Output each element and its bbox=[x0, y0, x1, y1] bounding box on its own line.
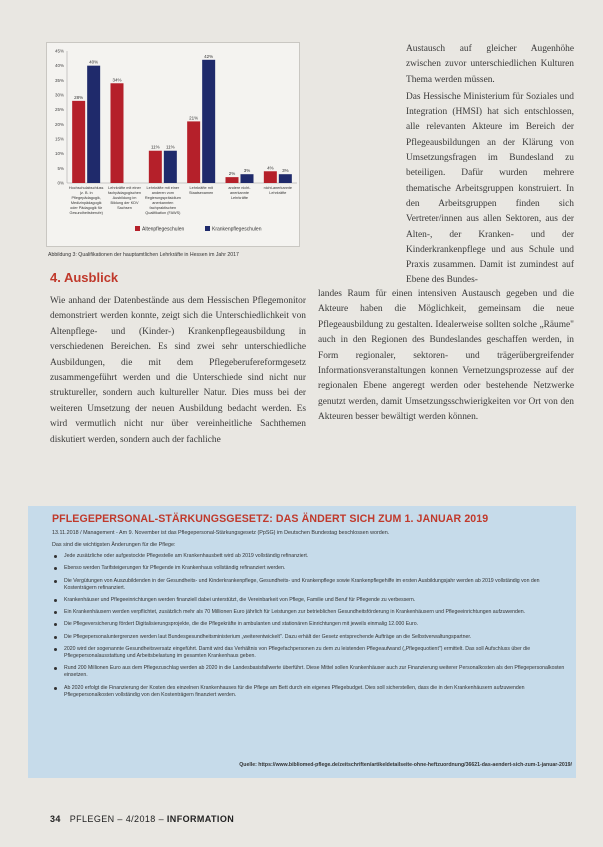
chart-bar bbox=[241, 174, 254, 183]
chart-bar bbox=[111, 83, 124, 183]
x-tick-label: Lehrkräfte mit einer bbox=[108, 186, 141, 190]
list-item: 2020 wird der sogenannte Gesundheitsversatz eingeführt. Damit wird das Verhältnis von Pflegefachpersonen zu dem zu leistenden Pflegeaufwand („Pflegequotient") ermittelt. Das soll Aufschluss über die Pflegepersonalausstattung und Arbeitsbelastung im gesamten Krankenhaus geben. bbox=[52, 646, 572, 660]
data-label: 40% bbox=[89, 59, 99, 65]
data-label: 3% bbox=[282, 168, 289, 174]
chart-bar bbox=[279, 174, 292, 183]
right-paragraph: Austausch auf gleicher Augenhöhe zwischen zuvor unterschiedlichen Kulturen Thema werden müssen. bbox=[406, 44, 574, 85]
chart-bar bbox=[72, 101, 85, 183]
x-tick-label: Gesundheitsberufe) bbox=[69, 211, 103, 215]
y-tick-label: 40% bbox=[54, 63, 64, 69]
x-tick-label: Lehrkräfte mit bbox=[189, 186, 213, 190]
list-item: Krankenhäuser und Pflegeeinrichtungen werden finanziell dabei unterstützt, die Vereinbarkeit von Pflege, Familie und Beruf für Pflegende zu verbessern. bbox=[52, 597, 572, 604]
x-tick-label: Qualifikation (FAWS) bbox=[145, 211, 181, 215]
chart-bar bbox=[226, 177, 239, 183]
chart-bar bbox=[87, 66, 100, 183]
x-tick-label: Lehrkräfte bbox=[269, 191, 287, 195]
chart-bar bbox=[164, 151, 177, 183]
info-box-intro: Das sind die wichtigsten Änderungen für die Pflege: bbox=[52, 542, 176, 548]
x-tick-label: Regierungspräsidium bbox=[144, 196, 181, 200]
x-tick-label: Bildung der KDV bbox=[110, 201, 139, 205]
x-tick-label: anerkannten bbox=[152, 201, 174, 205]
y-tick-label: 10% bbox=[54, 151, 64, 157]
x-tick-label: anerkannte bbox=[230, 191, 249, 195]
info-box-list bbox=[52, 553, 572, 704]
chart-bar bbox=[149, 151, 162, 183]
x-tick-label: Staatsexamen bbox=[189, 191, 214, 195]
y-tick-label: 15% bbox=[54, 136, 64, 142]
chart-bar bbox=[187, 121, 200, 183]
x-tick-label: fachpraktischen bbox=[149, 206, 177, 210]
x-tick-label: Ausbildung im bbox=[112, 196, 137, 200]
magazine-name: PFLEGEN – 4/2018 – bbox=[69, 814, 164, 824]
list-item: Die Pflegepersonaluntergrenzen werden laut Bundesgesundheitsministerium „weiterentwickelt". Dazu erhält der Gesetz entsprechende Aufträge an die Selbstverwaltungspartner. bbox=[52, 634, 572, 641]
x-tick-label: Hochschulabschluss bbox=[68, 186, 104, 190]
x-tick-label: anderen vom bbox=[151, 191, 174, 195]
y-tick-label: 0% bbox=[57, 180, 64, 186]
list-item: Ab 2020 erfolgt die Finanzierung der Kosten des einzelnen Krankenhauses für die Pflege am Bett durch ein eigenes Pflegebudget. Dies soll sicherstellen, dass die in den Krankenhäusern aufzuwenden Pflegepersonalkosten vollständig von den Kostenträgern finanziert werden. bbox=[52, 685, 572, 699]
data-label: 42% bbox=[204, 53, 214, 59]
list-item: Die Vergütungen von Auszubildenden in der Gesundheits- und Kinderkrankenpflege, Gesundheits- und Krankenpflege sowie Krankenpflegehilfe im ersten Ausbildungsjahr werden ab 2019 vollständig von den Kostenträgern refinanziert. bbox=[52, 578, 572, 592]
page-number: 34 bbox=[50, 814, 61, 824]
info-box-source: Quelle: https://www.bibliomed-pflege.de/zeitschriften/artikeldetailseite-ohne-heftzuordnung/36621-das-aendert-sich-zum-1-januar-2019/ bbox=[239, 762, 572, 768]
chart-bar bbox=[264, 171, 277, 183]
x-tick-label: Lehrkräfte bbox=[230, 196, 249, 200]
figure-caption: Abbildung 3: Qualifikationen der hauptamtlichen Lehrkräfte in Hessen im Jahr 2017 bbox=[48, 252, 239, 258]
y-tick-label: 5% bbox=[57, 165, 64, 171]
x-tick-label: andere nicht- bbox=[228, 186, 251, 190]
data-label: 11% bbox=[150, 144, 160, 150]
x-tick-label: (z. B. in bbox=[79, 191, 93, 195]
chart-bar bbox=[202, 60, 215, 183]
legend-label: Altenpflegeschulen bbox=[142, 226, 185, 233]
x-tick-label: fachpädagogischen bbox=[108, 191, 141, 195]
data-label: 2% bbox=[228, 171, 236, 177]
legend-swatch bbox=[135, 226, 140, 231]
x-tick-label: oder Pädagogik für bbox=[70, 206, 103, 210]
right-column-top bbox=[406, 42, 574, 289]
section-name: INFORMATION bbox=[166, 814, 235, 824]
list-item: Ein Krankenhäusern werden verpflichtet, zusätzlich mehr als 70 Millionen Euro jährlich für Leistungen zur betrieblichen Gesundheitsförderung in Krankenhäusern und Pflegeeinrichtungen aufzuwenden. bbox=[52, 609, 572, 616]
y-tick-label: 30% bbox=[54, 92, 64, 98]
data-label: 34% bbox=[112, 77, 122, 83]
page-footer bbox=[50, 814, 234, 824]
left-column-text: Wie anhand der Datenbestände aus dem Hessischen Pflegemonitor demonstriert werden konnte, zeigt sich die Unterschiedlichkeit von Altenpflege- und (Kinder-) Krankenpflegeausbildung in verschiedenen Bereichen. Es sind zwei sehr unterschiedliche Ausbildungen, die mit dem Pflegeberufereformgesetz zusammengeführt werden und die Unterschiede sind nicht nur struktureller, sondern auch kultureller Natur. Dies muss bei der weiteren Umsetzung der neuen Ausbildung bedacht werden. Es wird vermutlich nicht nur über vereinheitliche Sachthemen diskutiert werden, sondern auch der fachliche bbox=[50, 296, 306, 445]
section-heading: 4. Ausblick bbox=[50, 270, 119, 285]
info-box-meta: 13.11.2018 / Management - Am 9. November ist das Pflegepersonal-Stärkungsgesetz (PpSG) im Deutschen Bundestag beschlossen worden. bbox=[52, 530, 390, 536]
y-tick-label: 35% bbox=[54, 77, 64, 83]
legend-swatch bbox=[205, 226, 210, 231]
list-item: Ebenso werden Tarifsteigerungen für Pflegende im Krankenhaus vollständig refinanziert werden. bbox=[52, 565, 572, 572]
data-label: 28% bbox=[74, 94, 84, 100]
x-tick-label: Medizinpädagogik bbox=[70, 201, 102, 205]
data-label: 21% bbox=[189, 115, 199, 121]
list-item: Die Pflegeversicherung fördert Digitalisierungsprojekte, die die Pflegekräfte in ambulanten und stationären Einrichtungen mit jeweils einmalig 12.000 Euro. bbox=[52, 621, 572, 628]
x-tick-label: Sachsen bbox=[117, 206, 132, 210]
chart-svg bbox=[47, 43, 301, 248]
y-tick-label: 25% bbox=[54, 107, 64, 113]
info-box-title: PFLEGEPERSONAL-STÄRKUNGSGESETZ: DAS ÄNDERT SICH ZUM 1. JANUAR 2019 bbox=[52, 513, 489, 525]
y-tick-label: 45% bbox=[54, 48, 64, 54]
data-label: 4% bbox=[267, 165, 274, 171]
right-paragraph: Das Hessische Ministerium für Soziales und Integration (HMSI) hat sich entschlossen, alle relevanten Akteure im Bereich der Pflegeausbildungen an der Klärung von Umsetzungsfragen im Bundesland zu beteiligen. Dafür wurden mehrere thematische Arbeitsgruppen konstruiert. In den Arbeitsgruppen finden sich Vertreter/innen aus allen Sektoren, aus der Alten-, der Kranken- und der Kinderkrankenpflege und aus Schule und Praxis zusammen. Damit ist zumindest auf Ebene des Bundes- bbox=[406, 91, 574, 286]
list-item: Rund 200 Millionen Euro aus dem Pflegezuschlag werden ab 2020 in die Landesbasisfallwerte überführt. Diese Mittel sollen Krankenhäuser auch zur Finanzierung weiterer Personalkosten als den Pflegepersonalkosten einsetzen. bbox=[52, 665, 572, 679]
x-tick-label: nicht-anerkannte bbox=[263, 186, 292, 190]
data-label: 3% bbox=[243, 168, 251, 174]
data-label: 11% bbox=[165, 144, 175, 150]
bar-chart bbox=[46, 42, 300, 247]
x-tick-label: Pflegepädagogik, bbox=[71, 196, 101, 200]
legend-label: Krankenpflegeschulen bbox=[212, 226, 262, 233]
y-tick-label: 20% bbox=[54, 121, 64, 127]
list-item: Jede zusätzliche oder aufgestockte Pflegestelle am Krankenhausbett wird ab 2019 vollständig refinanziert. bbox=[52, 553, 572, 560]
x-tick-label: Lehrkräfte mit einer bbox=[146, 186, 180, 190]
right-column-bottom: landes Raum für einen intensiven Austausch gegeben und die Akteure haben die Möglichkeit, gemeinsam die neue Pflegeausbildung zu gestalten. Idealerweise sollten solche „Räume" auch in den Regionen des Bundeslandes geschaffen werden, in Form regionaler, sektoren- und trägerübergreifender Informationsveranstaltungen konnen Vernetzungsprozesse auf der regionalen Ebene angeregt werden oder bestehende Netzwerke genutzt werden, damit Umsetzungsschwierigkeiten vor Ort von den Akteuren besser bewältigt werden können. bbox=[318, 289, 574, 423]
